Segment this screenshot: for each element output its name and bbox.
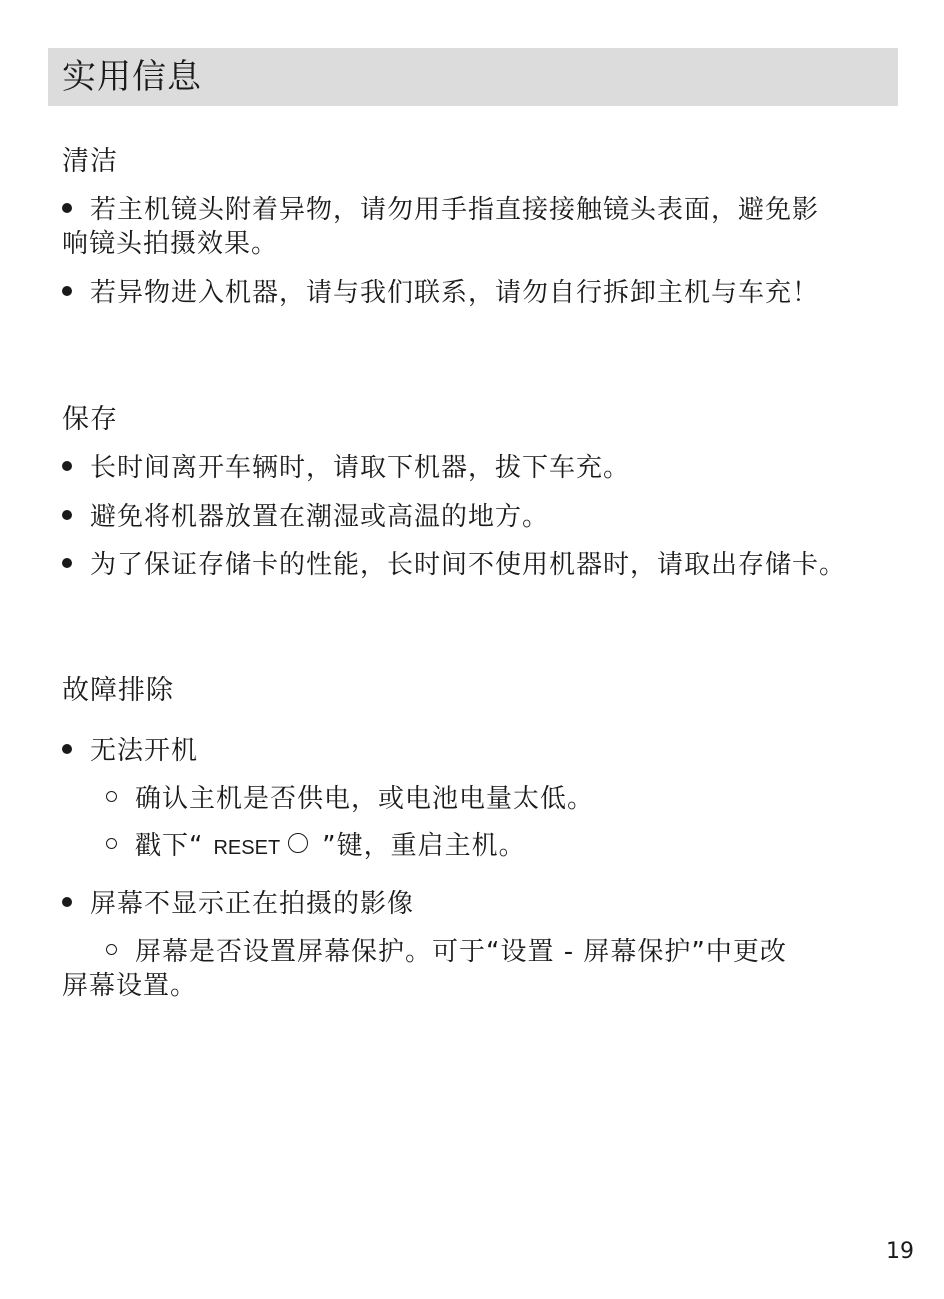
reset-button-icon (288, 833, 308, 853)
hollow-circle-icon (106, 791, 117, 802)
power-sub-item-2-prefix: 戳下“ (135, 831, 204, 861)
display-sub-item-1 (106, 935, 787, 969)
storage-item-3-text: 为了保证存储卡的性能，长时间不使用机器时，请取出存储卡。 (90, 550, 847, 580)
power-sub-item-2-suffix: ”键，重启主机。 (322, 831, 526, 861)
cleaning-section-title: 清洁 (62, 146, 118, 177)
cleaning-item-1-text: 若主机镜头附着异物，请勿用手指直接接触镜头表面，避免影 (90, 195, 820, 225)
display-sub-item-1-text: 屏幕是否设置屏幕保护。可于“设置 - 屏幕保护”中更改 (135, 937, 787, 967)
bullet-dot-icon (62, 461, 72, 471)
bullet-dot-icon (62, 744, 72, 754)
hollow-circle-icon (106, 944, 117, 955)
troubleshooting-section-title: 故障排除 (62, 675, 174, 706)
cannot-power-on-label: 无法开机 (90, 736, 199, 766)
section-header-bar (48, 48, 898, 106)
page-number: 19 (886, 1239, 914, 1264)
reset-label: RESET (213, 837, 281, 859)
bullet-dot-icon (62, 558, 72, 568)
cleaning-bullet-2 (62, 276, 819, 310)
bullet-dot-icon (62, 510, 72, 520)
troubleshooting-bullet-display (62, 887, 414, 921)
power-sub-item-2 (106, 829, 526, 865)
storage-bullet-1 (62, 451, 630, 485)
cleaning-item-2-text: 若异物进入机器，请与我们联系，请勿自行拆卸主机与车充！ (90, 278, 820, 308)
power-sub-item-1-text: 确认主机是否供电，或电池电量太低。 (135, 784, 595, 814)
bullet-dot-icon (62, 897, 72, 907)
bullet-dot-icon (62, 286, 72, 296)
page-title: 实用信息 (62, 57, 202, 97)
hollow-circle-icon (106, 838, 117, 849)
no-display-label: 屏幕不显示正在拍摄的影像 (90, 889, 415, 919)
display-sub-item-1-continuation: 屏幕设置。 (62, 971, 198, 1001)
storage-item-2-text: 避免将机器放置在潮湿或高温的地方。 (90, 502, 550, 532)
troubleshooting-bullet-power (62, 734, 198, 768)
cleaning-bullet-1-continuation: 响镜头拍摄效果。 (62, 229, 279, 259)
power-sub-item-1 (106, 782, 594, 816)
storage-bullet-3 (62, 548, 846, 582)
storage-section-title: 保存 (62, 404, 118, 435)
bullet-dot-icon (62, 203, 72, 213)
storage-item-1-text: 长时间离开车辆时，请取下机器，拔下车充。 (90, 453, 631, 483)
storage-bullet-2 (62, 500, 549, 534)
cleaning-bullet-1 (62, 193, 819, 227)
